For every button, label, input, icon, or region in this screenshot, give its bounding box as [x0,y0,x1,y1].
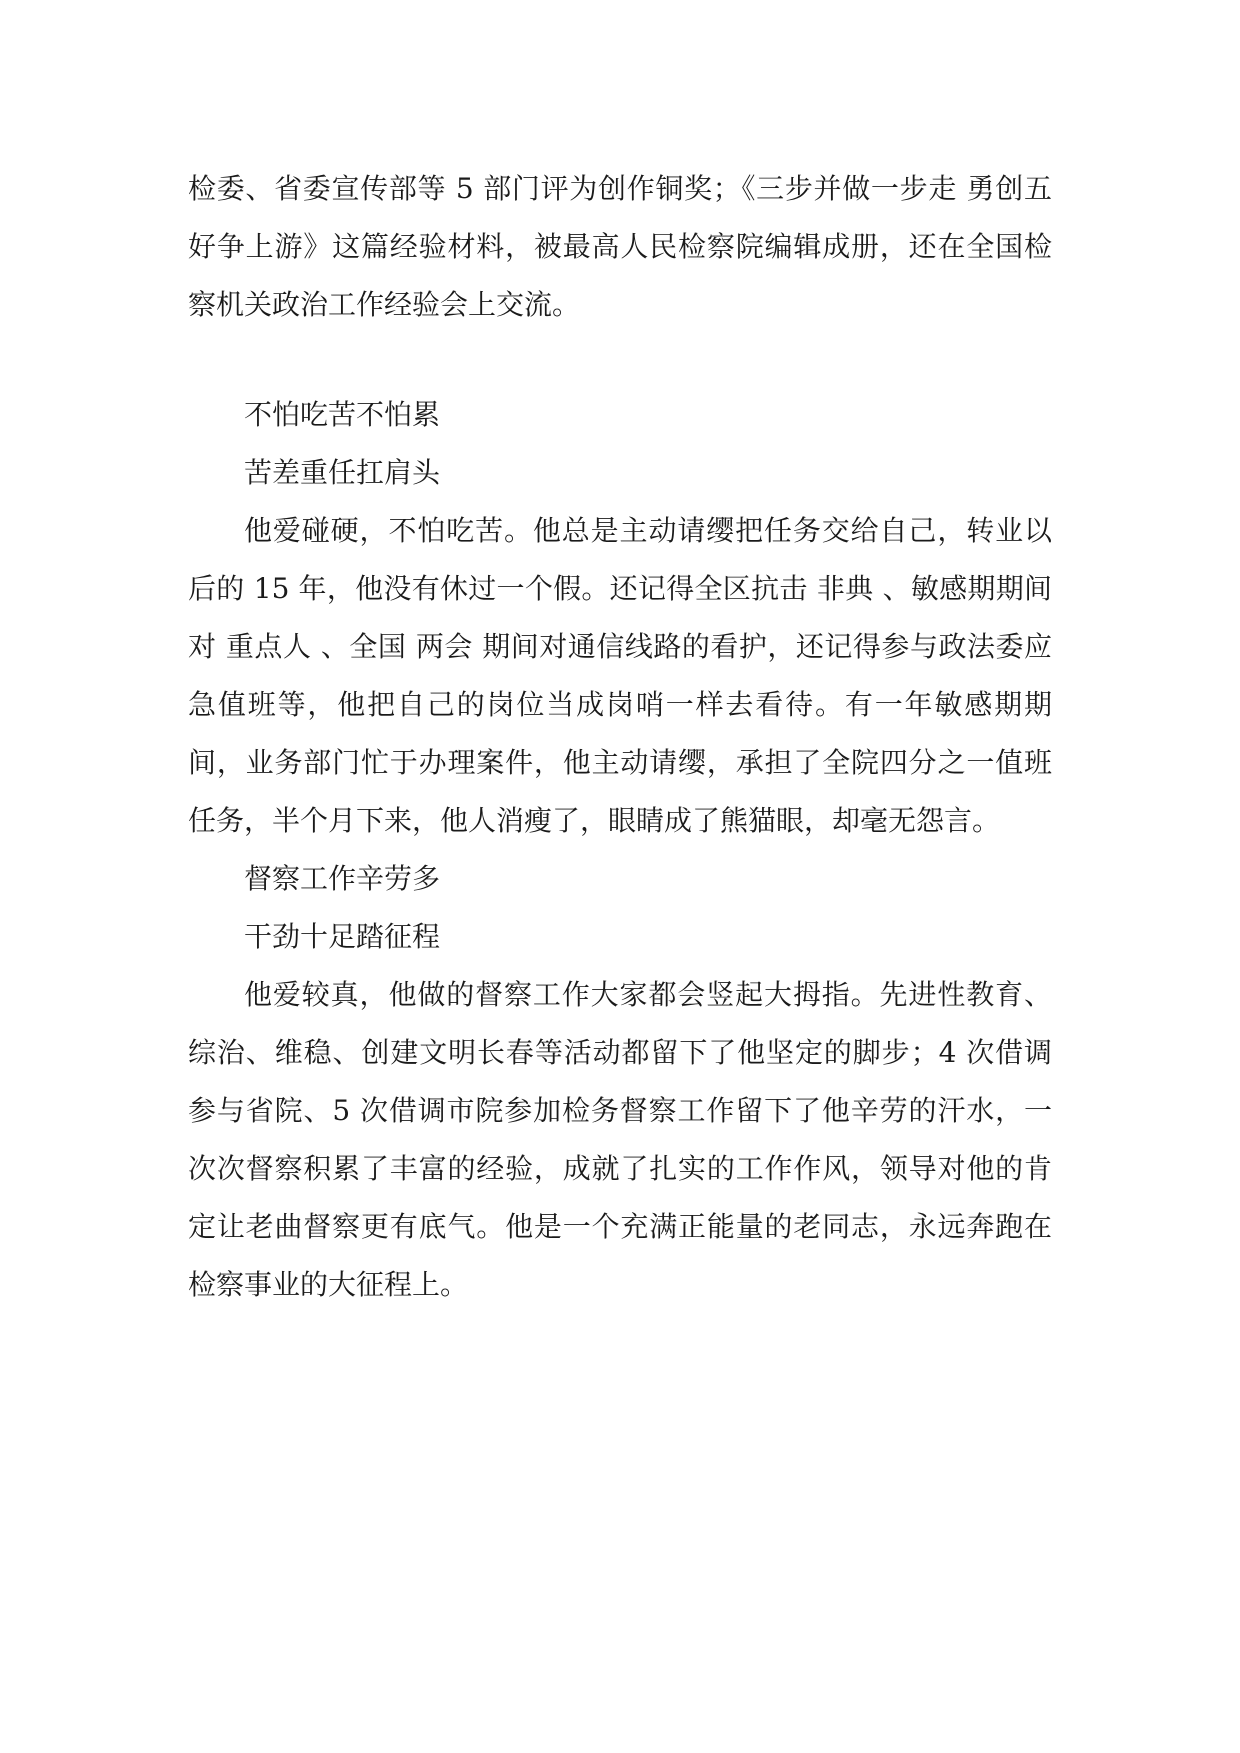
continuation-paragraph: 检委、省委宣传部等 5 部门评为创作铜奖；《三步并做一步走 勇创五好争上游》这篇经验材料，被最高人民检察院编辑成册，还在全国检察机关政治工作经验会上交流。 [188,172,1052,321]
section1-heading-line2: 苦差重任扛肩头 [244,456,441,489]
section2-body-paragraph: 他爱较真，他做的督察工作大家都会竖起大拇指。先进性教育、综治、维稳、创建文明长春等活动都留下了他坚定的脚步；4 次借调参与省院、5 次借调市院参加检务督察工作留下了他辛劳的汗水，一次次督察积累了丰富的经验，成就了扎实的工作作风，领导对他的肯定让老曲督察更有底气。他是一个充满正能量的老同志，永远奔跑在检察事业的大征程上。 [188,978,1052,1301]
document-page [188,160,1052,1314]
section1-heading-line1: 不怕吃苦不怕累 [244,398,441,431]
section2-heading-line1: 督察工作辛劳多 [244,862,441,895]
section-gap [188,334,1052,386]
section1-body-paragraph: 他爱碰硬，不怕吃苦。他总是主动请缨把任务交给自己，转业以后的 15 年，他没有休过一个假。还记得全区抗击 非典 、敏感期期间对 重点人 、全国 两会 期间对通信线路的看护，还记得参与政法委应急值班等，他把自己的岗位当成岗哨一样去看待。有一年敏感期期间，业务部门忙于办理案件，他主动请缨，承担了全院四分之一值班任务，半个月下来，他人消瘦了，眼睛成了熊猫眼，却毫无怨言。 [188,514,1052,837]
section2-heading-line2: 干劲十足踏征程 [244,920,441,953]
